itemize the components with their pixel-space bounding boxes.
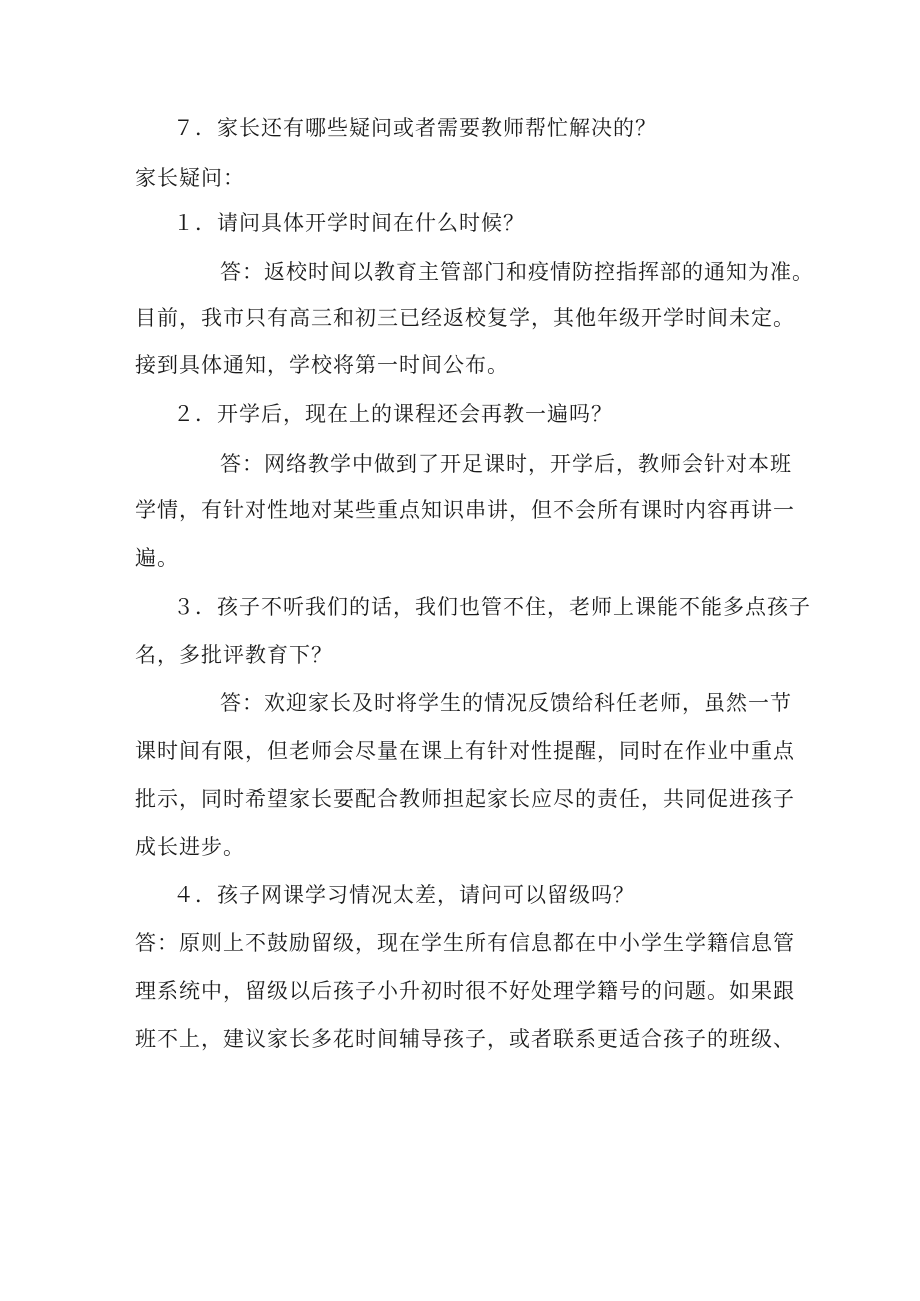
answer-3-line-3: 批示，同时希望家长要配合教师担起家长应尽的责任，共同促进孩子 [135, 787, 795, 811]
answer-4-line-1: 答：原则上不鼓励留级，现在学生所有信息都在中小学生学籍信息管 [135, 931, 795, 955]
answer-1-line-3: 接到具体通知，学校将第一时间公布。 [135, 353, 509, 377]
answer-1-line-2: 目前，我市只有高三和初三已经返校复学，其他年级开学时间未定。 [135, 306, 795, 330]
question-4: ４．孩子网课学习情况太差，请问可以留级吗？ [173, 883, 635, 907]
answer-3-line-1: 答：欢迎家长及时将学生的情况反馈给科任老师，虽然一节 [220, 691, 792, 715]
answer-2-line-2: 学情，有针对性地对某些重点知识串讲，但不会所有课时内容再讲一 [135, 498, 795, 522]
answer-2-line-3: 遍。 [135, 546, 179, 570]
question-1: １．请问具体开学时间在什么时候？ [173, 211, 525, 235]
answer-4-line-2: 理系统中，留级以后孩子小升初时很不好处理学籍号的问题。如果跟 [135, 979, 795, 1003]
answer-1-line-1: 答：返校时间以教育主管部门和疫情防控指挥部的通知为准。 [220, 260, 814, 284]
answer-3-line-2: 课时间有限，但老师会尽量在课上有针对性提醒，同时在作业中重点 [135, 739, 795, 763]
question-3-line-2: 名，多批评教育下？ [135, 643, 333, 667]
question-2: ２．开学后，现在上的课程还会再教一遍吗？ [173, 402, 613, 426]
answer-4-line-3: 班不上，建议家长多花时间辅导孩子，或者联系更适合孩子的班级、 [135, 1027, 795, 1051]
answer-2-line-1: 答：网络教学中做到了开足课时，开学后，教师会针对本班 [220, 452, 792, 476]
answer-3-line-4: 成长进步。 [135, 835, 245, 859]
question-3-line-1: ３．孩子不听我们的话，我们也管不住，老师上课能不能多点孩子 [173, 595, 811, 619]
section-label-parent-questions: 家长疑问： [135, 166, 245, 190]
question-7-heading: ７．家长还有哪些疑问或者需要教师帮忙解决的？ [173, 116, 657, 140]
